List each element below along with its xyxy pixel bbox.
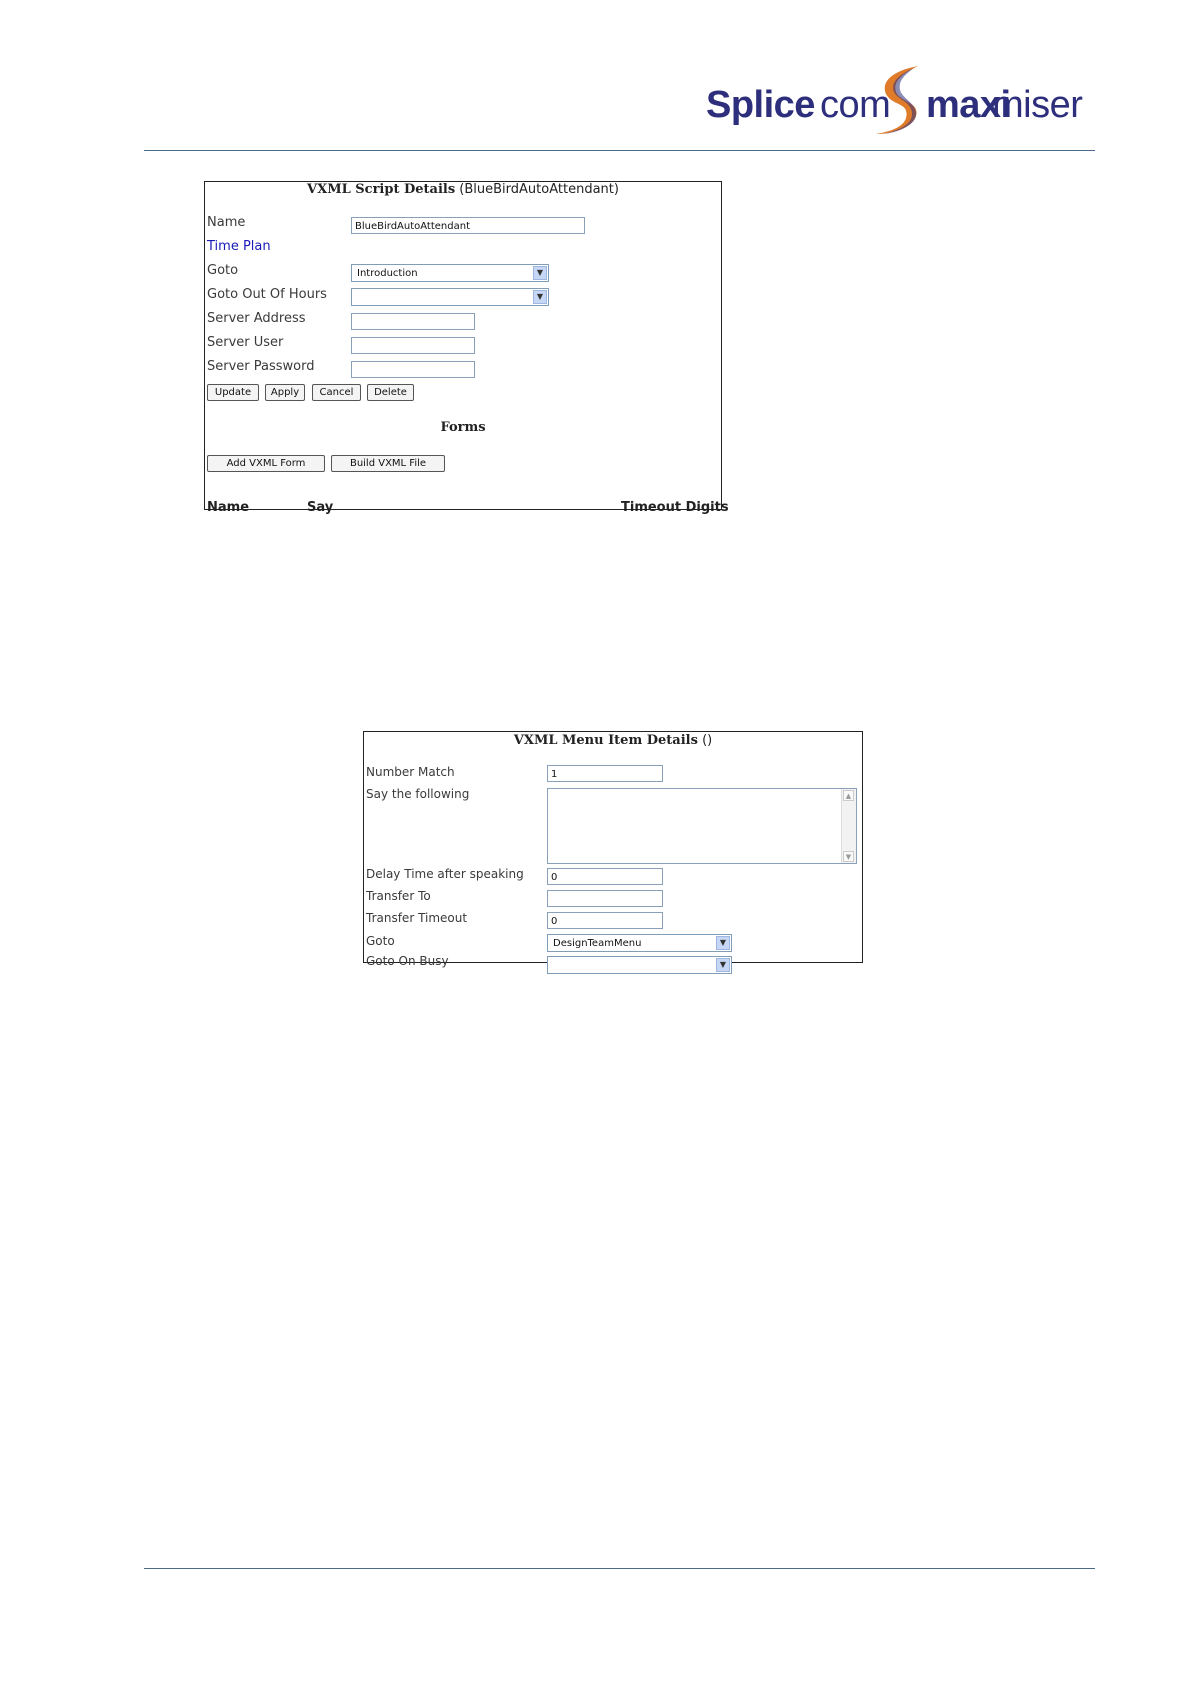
column-header-say: Say [307,500,334,515]
chevron-down-icon: ▼ [533,266,547,280]
time-plan-link[interactable]: Time Plan [207,239,271,254]
textarea-scrollbar[interactable] [841,789,856,863]
transfer-to-input[interactable] [547,890,663,907]
goto-out-of-hours-select[interactable] [351,288,549,306]
server-address-label: Server Address [207,311,306,326]
panel-title-script-name: (BlueBirdAutoAttendant) [459,182,619,197]
scroll-up-icon[interactable]: ▲ [843,790,854,801]
goto-out-of-hours-label: Goto Out Of Hours [207,287,327,302]
panel-title-item-name: () [702,733,713,748]
vxml-script-details-panel [204,181,729,515]
number-match-input[interactable]: 1 [547,765,663,782]
goto-label: Goto [207,263,239,278]
server-address-input[interactable] [351,313,475,330]
apply-button[interactable]: Apply [265,384,305,401]
goto-on-busy-label: Goto On Busy [366,954,449,968]
name-input[interactable]: BlueBirdAutoAttendant [351,217,585,234]
delay-time-input[interactable]: 0 [547,868,663,885]
forms-heading: Forms [440,420,486,435]
add-vxml-form-button[interactable]: Add VXML Form [207,455,325,472]
vxml-menu-item-details-panel [363,731,863,969]
header-rule [144,150,1095,151]
goto-select[interactable] [547,934,732,952]
panel-title [364,733,862,748]
panel-title [205,182,721,197]
server-password-input[interactable] [351,361,475,378]
goto-select-value: DesignTeamMenu [553,938,642,949]
chevron-down-icon: ▼ [716,936,730,950]
say-following-textarea[interactable] [547,788,857,864]
column-header-timeout-digits: Timeout Digits [621,500,729,515]
cancel-button[interactable]: Cancel [312,384,361,401]
goto-on-busy-select[interactable] [547,956,732,974]
footer-rule [144,1568,1095,1569]
scroll-down-icon[interactable]: ▼ [843,851,854,862]
logo-com-text: com [820,84,891,126]
update-button[interactable]: Update [207,384,259,401]
delay-time-label: Delay Time after speaking [366,867,524,881]
build-vxml-file-button[interactable]: Build VXML File [331,455,445,472]
say-following-label: Say the following [366,787,470,801]
goto-select[interactable] [351,264,549,282]
delete-button[interactable]: Delete [367,384,414,401]
splicecom-maximiser-logo [706,62,1096,142]
chevron-down-icon: ▼ [533,290,547,304]
number-match-label: Number Match [366,765,455,779]
logo-splice-text: Splice [706,84,815,126]
logo-miser-text: miser [992,84,1083,126]
goto-label: Goto [366,934,395,948]
panel-title-bold: VXML Script Details [307,182,456,197]
panel-title-bold: VXML Menu Item Details [513,733,698,748]
goto-select-value: Introduction [357,268,418,279]
server-password-label: Server Password [207,359,315,374]
chevron-down-icon: ▼ [716,958,730,972]
logo-maxi-text: maxi [926,84,1011,126]
column-header-name: Name [207,500,250,515]
name-label: Name [207,215,246,230]
transfer-to-label: Transfer To [366,889,431,903]
transfer-timeout-label: Transfer Timeout [366,911,468,925]
transfer-timeout-input[interactable]: 0 [547,912,663,929]
server-user-label: Server User [207,335,284,350]
server-user-input[interactable] [351,337,475,354]
